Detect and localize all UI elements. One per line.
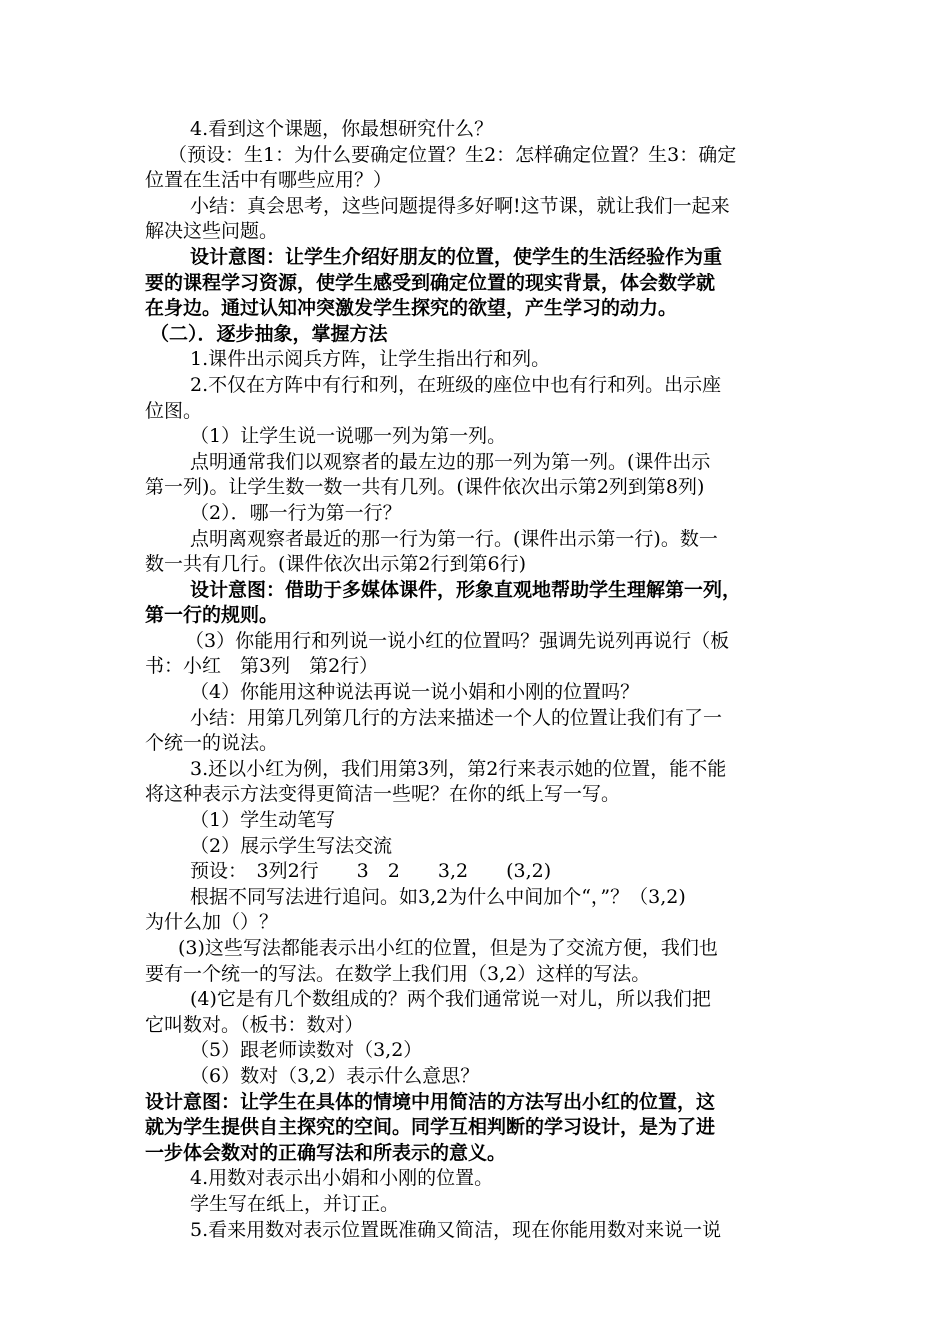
text-line: 2.不仅在方阵中有行和列，在班级的座位中也有行和列。出示座 xyxy=(190,373,722,396)
text-line: 它叫数对。（板书：数对） xyxy=(145,1013,364,1036)
text-line: (3)这些写法都能表示出小红的位置，但是为了交流方便，我们也 xyxy=(178,937,718,959)
text-line: （2）．哪一行为第一行？ xyxy=(190,501,402,524)
text-line: （4）你能用这种说法再说一说小娟和小刚的位置吗？ xyxy=(190,681,640,704)
text-line: 要有一个统一的写法。在数学上我们用（3,2）这样的写法。 xyxy=(145,962,651,985)
text-line: 将这种表示方法变得更简洁一些呢？在你的纸上写一写。 xyxy=(145,783,621,806)
design-intent-line: 设计意图：借助于多媒体课件，形象直观地帮助学生理解第一列， xyxy=(190,578,742,601)
text-line: （1）让学生说一说哪一列为第一列。 xyxy=(190,425,507,448)
design-intent-line: 要的课程学习资源，使学生感受到确定位置的现实背景，体会数学就 xyxy=(145,271,716,294)
text-line: 点明通常我们以观察者的最左边的那一列为第一列。(课件出示 xyxy=(190,450,711,473)
text-line: （3）你能用行和列说一说小红的位置吗？强调先说列再说行（板 xyxy=(185,629,730,652)
text-line: 预设： 3列2行 3 2 3,2 (3,2) xyxy=(190,860,552,883)
text-line: 4.用数对表示出小娟和小刚的位置。 xyxy=(190,1167,494,1190)
text-line: 1.课件出示阅兵方阵，让学生指出行和列。 xyxy=(190,348,551,371)
text-line: 小结：真会思考，这些问题提得多好啊!这节课，就让我们一起来 xyxy=(190,194,730,217)
text-line: 位图。 xyxy=(145,399,203,422)
design-intent-line: 在身边。通过认知冲突激发学生探究的欲望，产生学习的动力。 xyxy=(145,297,678,320)
design-intent-line: 第一行的规则。 xyxy=(145,604,279,627)
text-line: 第一列)。让学生数一数一共有几列。(课件依次出示第2列到第8列) xyxy=(145,476,705,499)
text-line: 3.还以小红为例，我们用第3列，第2行来表示她的位置，能不能 xyxy=(190,757,727,780)
design-intent-line: 一步体会数对的正确写法和所表示的意义。 xyxy=(145,1141,507,1164)
text-line: 位置在生活中有哪些应用？） xyxy=(145,169,393,192)
text-line: 解决这些问题。 xyxy=(145,220,279,243)
text-line: （5）跟老师读数对（3,2） xyxy=(190,1039,423,1062)
text-line: 点明离观察者最近的那一行为第一行。(课件出示第一行)。数一 xyxy=(190,527,718,550)
text-line: 为什么加（）？ xyxy=(145,911,279,934)
text-line: （2）展示学生写法交流 xyxy=(190,834,393,857)
document-page xyxy=(0,117,950,1243)
text-line: 根据不同写法进行追问。如3,2为什么中间加个“，”？（3,2) xyxy=(190,885,686,908)
text-line: (4)它是有几个数组成的？两个我们通常说一对儿，所以我们把 xyxy=(190,988,711,1011)
text-line: 4.看到这个课题，你最想研究什么？ xyxy=(190,118,494,140)
design-intent-line: 设计意图：让学生在具体的情境中用简洁的方法写出小红的位置，这 xyxy=(145,1090,716,1113)
text-line: （1）学生动笔写 xyxy=(190,809,336,832)
design-intent-line: 就为学生提供自主探究的空间。同学互相判断的学习设计，是为了进 xyxy=(145,1116,716,1139)
text-line: （预设：生1：为什么要确定位置？生2：怎样确定位置？生3：确定 xyxy=(168,143,737,166)
text-line: （6）数对（3,2）表示什么意思？ xyxy=(190,1064,480,1087)
section-heading: （二）．逐步抽象，掌握方法 xyxy=(150,322,388,345)
text-line: 数一共有几行。(课件依次出示第2行到第6行) xyxy=(145,553,527,576)
text-line: 学生写在纸上，并订正。 xyxy=(190,1192,400,1215)
text-line: 小结：用第几列第几行的方法来描述一个人的位置让我们有了一 xyxy=(190,706,723,729)
text-line: 书：小红 第3列 第2行） xyxy=(145,655,379,678)
design-intent-line: 设计意图：让学生介绍好朋友的位置，使学生的生活经验作为重 xyxy=(190,245,723,268)
text-line: 个统一的说法。 xyxy=(145,732,279,755)
text-line: 5.看来用数对表示位置既准确又简洁，现在你能用数对来说一说 xyxy=(190,1218,722,1241)
